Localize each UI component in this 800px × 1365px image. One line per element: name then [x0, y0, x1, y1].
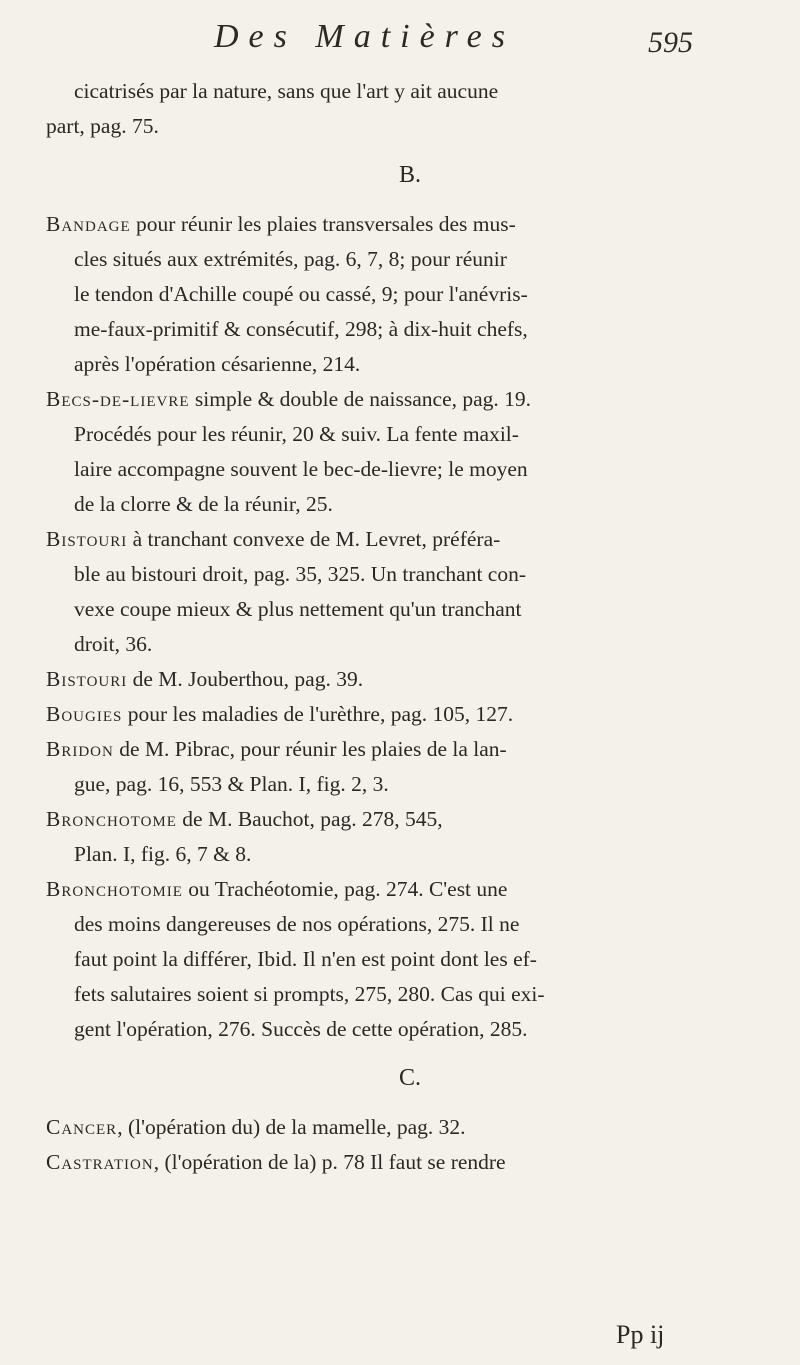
entry-term: Bronchotome: [46, 807, 177, 831]
entry-text: pour les maladies de l'urèthre, pag. 105, 127.: [122, 702, 514, 726]
text-line: des moins dangereuses de nos opérations, 275. Il ne: [74, 912, 520, 936]
running-title: Des Matières: [214, 18, 515, 55]
text-line: ble au bistouri droit, pag. 35, 325. Un tranchant con-: [74, 562, 526, 586]
index-entry: [46, 382, 774, 417]
entry-term: Bistouri: [46, 667, 128, 691]
text-line: part, pag. 75.: [46, 114, 159, 138]
entry-term: Bronchotomie: [46, 877, 183, 901]
signature-mark: Pp ij: [616, 1320, 665, 1349]
page-number: 595: [648, 26, 693, 59]
entry-text: à tranchant convexe de M. Levret, préféra-: [127, 527, 501, 551]
index-entry: [46, 732, 774, 767]
section-heading-b: B.: [398, 162, 421, 188]
entry-text: ou Trachéotomie, pag. 274. C'est une: [182, 877, 508, 901]
entry-term: Becs-de-lievre: [46, 387, 190, 411]
entry-text: de M. Pibrac, pour réunir les plaies de la lan-: [113, 737, 507, 761]
index-entry: [46, 1145, 774, 1180]
page-header: [0, 14, 800, 74]
index-entry: [46, 697, 774, 732]
text-line: gent l'opération, 276. Succès de cette opération, 285.: [74, 1017, 528, 1041]
text-line: laire accompagne souvent le bec-de-lievre; le moyen: [74, 457, 528, 481]
entry-text: simple & double de naissance, pag. 19.: [189, 387, 532, 411]
entry-term: Castration: [46, 1150, 154, 1174]
text-line: cles situés aux extrémités, pag. 6, 7, 8; pour réunir: [74, 247, 507, 271]
section-heading-c: C.: [398, 1065, 421, 1091]
index-entry: [46, 1110, 774, 1145]
entry-term: Bistouri: [46, 527, 128, 551]
text-line: Plan. I, fig. 6, 7 & 8.: [74, 842, 252, 866]
entry-text: pour réunir les plaies transversales des mus-: [130, 212, 516, 236]
entry-term: Bandage: [46, 212, 131, 236]
entry-term: Bridon: [46, 737, 114, 761]
index-text: [46, 74, 774, 1180]
index-entry: [46, 207, 774, 242]
index-entry: [46, 522, 774, 557]
text-line: après l'opération césarienne, 214.: [74, 352, 361, 376]
index-entry: [46, 662, 774, 697]
text-line: droit, 36.: [74, 632, 153, 656]
index-entry: [46, 872, 774, 907]
text-line: gue, pag. 16, 553 & Plan. I, fig. 2, 3.: [74, 772, 389, 796]
text-line: vexe coupe mieux & plus nettement qu'un tranchant: [74, 597, 522, 621]
entry-term: Bougies: [46, 702, 123, 726]
text-line: Procédés pour les réunir, 20 & suiv. La fente maxil-: [74, 422, 519, 446]
entry-text: , (l'opération de la) p. 78 Il faut se rendre: [153, 1150, 506, 1174]
entry-term: Cancer: [46, 1115, 118, 1139]
text-line: le tendon d'Achille coupé ou cassé, 9; pour l'anévris-: [74, 282, 528, 306]
text-line: faut point la différer, Ibid. Il n'en est point dont les ef-: [74, 947, 537, 971]
text-line: de la clorre & de la réunir, 25.: [74, 492, 333, 516]
index-entry: [46, 802, 774, 837]
entry-text: , (l'opération du) de la mamelle, pag. 32.: [117, 1115, 466, 1139]
text-line: cicatrisés par la nature, sans que l'art y ait aucune: [74, 79, 499, 103]
entry-text: de M. Bauchot, pag. 278, 545,: [176, 807, 443, 831]
text-line: fets salutaires soient si prompts, 275, 280. Cas qui exi-: [74, 982, 545, 1006]
text-line: me-faux-primitif & consécutif, 298; à dix-huit chefs,: [74, 317, 528, 341]
entry-text: de M. Jouberthou, pag. 39.: [127, 667, 364, 691]
